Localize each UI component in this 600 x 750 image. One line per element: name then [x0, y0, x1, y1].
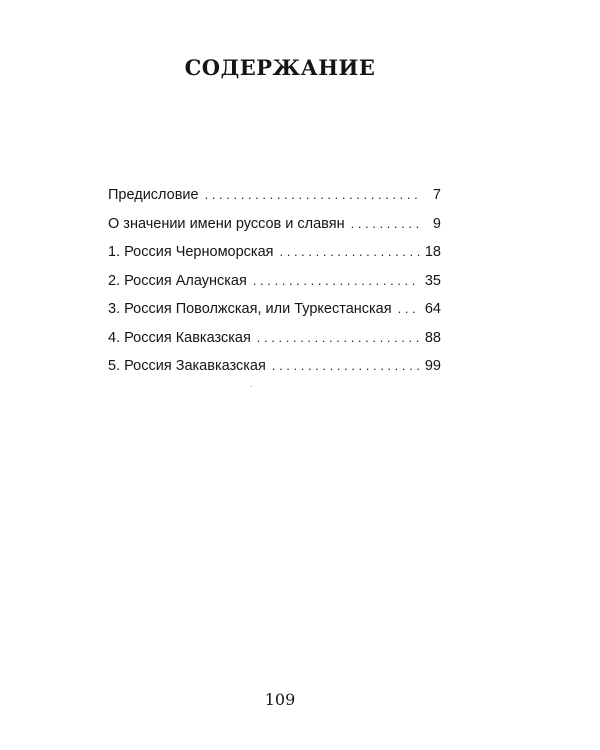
toc-entry-label: Предисловие	[108, 187, 199, 203]
toc-entry-page: 99	[424, 358, 441, 374]
page-number: 109	[264, 690, 296, 709]
dot-leader	[272, 352, 420, 381]
toc-entry	[108, 352, 441, 381]
toc-entry-page: 64	[424, 301, 441, 317]
toc-entry-label: О значении имени руссов и славян	[108, 215, 345, 232]
toc-entry-page: 18	[424, 244, 441, 260]
dot-leader	[253, 267, 420, 296]
toc-entry-label: 1. Россия Черноморская	[108, 244, 274, 260]
toc-entry	[108, 238, 441, 267]
dot-leader	[280, 238, 420, 267]
toc-entry-page: 88	[424, 329, 441, 346]
toc-entry	[108, 267, 441, 296]
toc-entry-label: 4. Россия Кавказская	[108, 329, 251, 346]
toc-entry	[108, 210, 441, 239]
toc-entry-label: 5. Россия Закавказская	[108, 358, 266, 374]
dot-leader	[351, 210, 420, 239]
toc-entry-page: 9	[432, 215, 441, 232]
toc-entry-page: 7	[432, 187, 441, 203]
toc-entry	[108, 181, 441, 210]
table-of-contents	[108, 181, 441, 381]
page-title: СОДЕРЖАНИЕ	[184, 55, 376, 80]
toc-entry-label: 3. Россия Поволжская, или Туркестанская	[108, 301, 392, 317]
toc-entry-label: 2. Россия Алаунская	[108, 272, 247, 289]
print-speck	[250, 386, 252, 387]
dot-leader	[205, 181, 420, 210]
dot-leader	[398, 295, 420, 324]
dot-leader	[257, 324, 420, 353]
toc-entry-page: 35	[424, 272, 441, 289]
toc-entry	[108, 295, 441, 324]
toc-entry	[108, 324, 441, 353]
